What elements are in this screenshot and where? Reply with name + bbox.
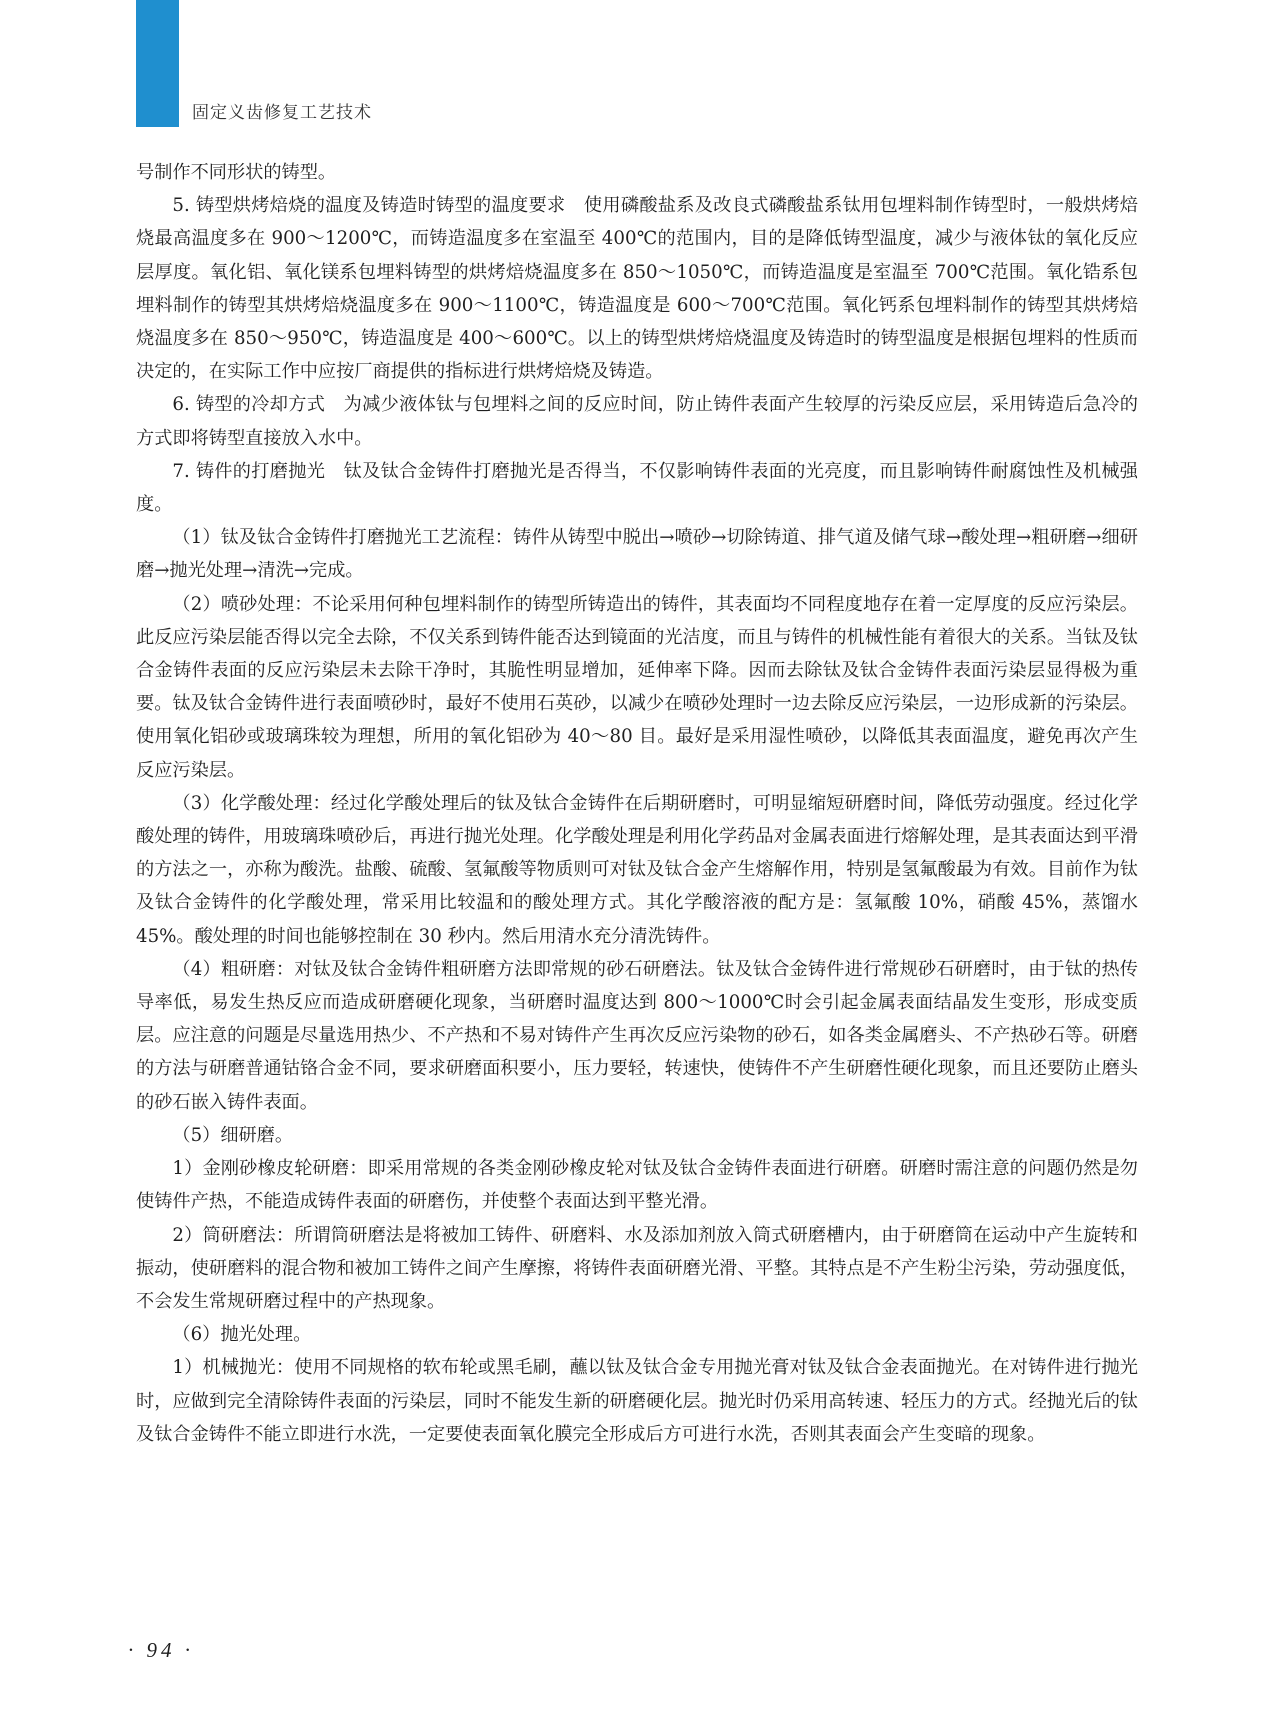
page-number: · 94 · (128, 1638, 194, 1662)
paragraph-rubber-wheel: 1）金刚砂橡皮轮研磨：即采用常规的各类金刚砂橡皮轮对钛及钛合金铸件表面进行研磨。研磨时需注意的问题仍然是勿使铸件产热，不能造成铸件表面的研磨伤，并使整个表面达到平整光滑。 (136, 1158, 1138, 1213)
body-text (136, 156, 1138, 1451)
paragraph-mold-cooling: 6. 铸型的冷却方式 为减少液体钛与包埋料之间的反应时间，防止铸件表面产生较厚的污染反应层，采用铸造后急冷的方式即将铸型直接放入水中。 (136, 394, 1138, 449)
paragraph-continuation: 号制作不同形状的铸型。 (136, 162, 337, 183)
paragraph-acid-treatment: （3）化学酸处理：经过化学酸处理后的钛及钛合金铸件在后期研磨时，可明显缩短研磨时间，降低劳动强度。经过化学酸处理的铸件，用玻璃珠喷砂后，再进行抛光处理。化学酸处理是利用化学药品对金属表面进行熔解处理，是其表面达到平滑的方法之一，亦称为酸洗。盐酸、硫酸、氢氟酸等物质则可对钛及钛合金产生熔解作用，特别是氢氟酸最为有效。目前作为钛及钛合金铸件的化学酸处理，常采用比较温和的酸处理方式。其化学酸溶液的配方是：氢氟酸 10%，硝酸 45%，蒸馏水 45%。酸处理的时间也能够控制在 30 秒内。然后用清水充分清洗铸件。 (136, 792, 1138, 947)
paragraph-rough-grinding: （4）粗研磨：对钛及钛合金铸件粗研磨方法即常规的砂石研磨法。钛及钛合金铸件进行常规砂石研磨时，由于钛的热传导率低，易发生热反应而造成研磨硬化现象，当研磨时温度达到 800～1000℃时会引起金属表面结晶发生变形，形成变质层。应注意的问题是尽量选用热少、不产热和不易对铸件产生再次反应污染物的砂石，如各类金属磨头、不产热砂石等。研磨的方法与研磨普通钴铬合金不同，要求研磨面积要小，压力要轻，转速快，使铸件不产生研磨性硬化现象，而且还要防止磨头的砂石嵌入铸件表面。 (136, 958, 1138, 1113)
paragraph-polishing-intro: 7. 铸件的打磨抛光 钛及钛合金铸件打磨抛光是否得当，不仅影响铸件表面的光亮度，而且影响铸件耐腐蚀性及机械强度。 (136, 460, 1138, 516)
chapter-color-tab (136, 0, 179, 127)
paragraph-fine-grinding-heading: （5）细研磨。 (172, 1124, 294, 1146)
paragraph-sandblasting: （2）喷砂处理：不论采用何种包埋料制作的铸型所铸造出的铸件，其表面均不同程度地存在着一定厚度的反应污染层。此反应污染层能否得以完全去除，不仅关系到铸件能否达到镜面的光洁度，而且与铸件的机械性能有着很大的关系。当钛及钛合金铸件表面的反应污染层未去除干净时，其脆性明显增加，延伸率下降。因而去除钛及钛合金铸件表面污染层显得极为重要。钛及钛合金铸件进行表面喷砂时，最好不使用石英砂，以减少在喷砂处理时一边去除反应污染层，一边形成新的污染层。使用氧化铝砂或玻璃珠较为理想，所用的氧化铝砂为 40～80 目。最好是采用湿性喷砂，以降低其表面温度，避免再次产生反应污染层。 (136, 593, 1138, 781)
paragraph-mold-temperature: 5. 铸型烘烤焙烧的温度及铸造时铸型的温度要求 使用磷酸盐系及改良式磷酸盐系钛用包埋料制作铸型时，一般烘烤焙烧最高温度多在 900～1200℃，而铸造温度多在室温至 400℃的范围内，目的是降低铸型温度，减少与液体钛的氧化反应层厚度。氧化铝、氧化镁系包埋料铸型的烘烤焙烧温度多在 850～1050℃，而铸造温度是室温至 700℃范围。氧化锆系包埋料制作的铸型其烘烤焙烧温度多在 900～1100℃，铸造温度是 600～700℃范围。氧化钙系包埋料制作的铸型其烘烤焙烧温度多在 850～950℃，铸造温度是 400～600℃。以上的铸型烘烤焙烧温度及铸造时的铸型温度是根据包埋料的性质而决定的，在实际工作中应按厂商提供的指标进行烘烤焙烧及铸造。 (136, 195, 1138, 383)
running-header-title: 固定义齿修复工艺技术 (192, 103, 372, 123)
paragraph-polishing-heading: （6）抛光处理。 (172, 1324, 312, 1346)
paragraph-process-flow: （1）钛及钛合金铸件打磨抛光工艺流程：铸件从铸型中脱出→喷砂→切除铸道、排气道及储气球→酸处理→粗研磨→细研磨→抛光处理→清洗→完成。 (136, 527, 1138, 582)
paragraph-barrel-grinding: 2）筒研磨法：所谓筒研磨法是将被加工铸件、研磨料、水及添加剂放入筒式研磨槽内，由于研磨筒在运动中产生旋转和振动，使研磨料的混合物和被加工铸件之间产生摩擦，将铸件表面研磨光滑、平整。其特点是不产生粉尘污染，劳动强度低，不会发生常规研磨过程中的产热现象。 (136, 1224, 1138, 1312)
paragraph-mechanical-polishing: 1）机械抛光：使用不同规格的软布轮或黑毛刷，蘸以钛及钛合金专用抛光膏对钛及钛合金表面抛光。在对铸件进行抛光时，应做到完全清除铸件表面的污染层，同时不能发生新的研磨硬化层。抛光时仍采用高转速、轻压力的方式。经抛光后的钛及钛合金铸件不能立即进行水洗，一定要使表面氧化膜完全形成后方可进行水洗，否则其表面会产生变暗的现象。 (136, 1357, 1138, 1445)
